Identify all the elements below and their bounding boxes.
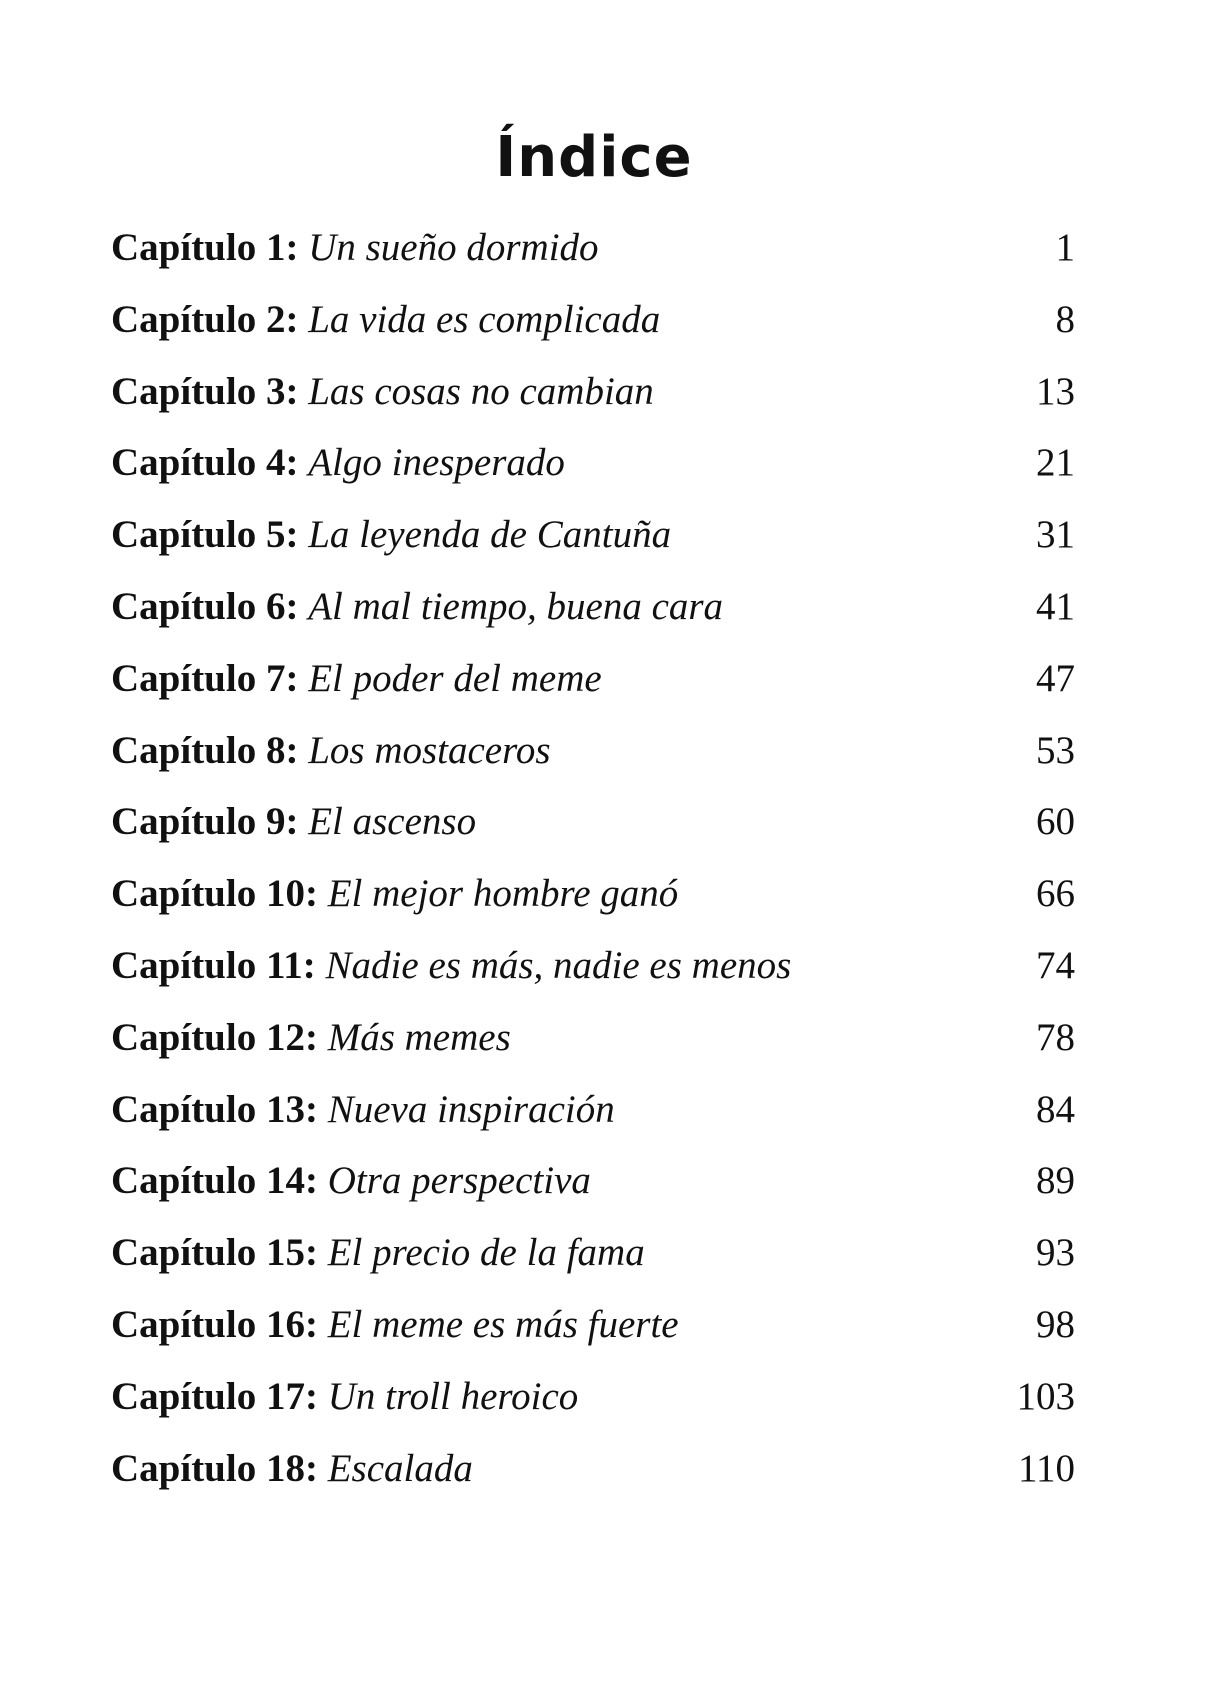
- page-title: Índice: [495, 125, 693, 190]
- toc-entry-text: [111, 1006, 511, 1070]
- chapter-title: Nadie es más, nadie es menos: [325, 943, 792, 987]
- toc-entry: [111, 1293, 1075, 1365]
- chapter-title: Al mal tiempo, buena cara: [308, 584, 724, 628]
- chapter-title: Escalada: [327, 1446, 473, 1490]
- toc-entry-text: [111, 431, 565, 495]
- page-number: 98: [1036, 1302, 1075, 1346]
- toc-entry-text: [111, 1078, 615, 1142]
- toc-entry-text: [111, 719, 551, 783]
- chapter-label: Capítulo 12:: [111, 1015, 318, 1059]
- chapter-title: Los mostaceros: [308, 728, 551, 772]
- page-number: 74: [1036, 943, 1075, 987]
- toc-entry-text: [111, 790, 476, 854]
- toc-entry-text: [111, 934, 791, 998]
- chapter-title: Un troll heroico: [327, 1374, 579, 1418]
- chapter-label: Capítulo 11:: [111, 943, 316, 987]
- toc-entry: [111, 719, 1075, 791]
- chapter-label: Capítulo 16:: [111, 1302, 318, 1346]
- chapter-label: Capítulo 14:: [111, 1159, 318, 1203]
- chapter-label: Capítulo 9:: [111, 800, 299, 844]
- toc-entry: [111, 1437, 1075, 1509]
- page-number: 47: [1036, 656, 1075, 700]
- toc-entry: [111, 862, 1075, 934]
- toc-entry: [111, 1006, 1075, 1078]
- toc-entry: [111, 1221, 1075, 1293]
- chapter-title: El poder del meme: [308, 656, 602, 700]
- toc-entry: [111, 431, 1075, 503]
- toc-entry-text: [111, 1293, 679, 1357]
- chapter-label: Capítulo 2:: [111, 297, 299, 341]
- chapter-label: Capítulo 17:: [111, 1374, 318, 1418]
- chapter-title: La vida es complicada: [308, 297, 661, 341]
- chapter-title: El mejor hombre ganó: [327, 872, 679, 916]
- toc-entry: [111, 1365, 1075, 1437]
- toc-entry: [111, 503, 1075, 575]
- toc-entry-text: [111, 1437, 473, 1501]
- chapter-label: Capítulo 15:: [111, 1231, 318, 1275]
- chapter-title: El ascenso: [308, 800, 477, 844]
- page-number: 89: [1036, 1159, 1075, 1203]
- chapter-label: Capítulo 1:: [111, 226, 299, 269]
- page-number: 66: [1036, 872, 1075, 916]
- toc-entry: [111, 647, 1075, 719]
- chapter-label: Capítulo 3:: [111, 369, 299, 413]
- toc-entry-text: [111, 647, 602, 711]
- chapter-label: Capítulo 5:: [111, 513, 299, 557]
- chapter-title: Más memes: [327, 1015, 511, 1059]
- page-number: 13: [1036, 369, 1075, 413]
- toc-entry: [111, 1149, 1075, 1221]
- chapter-label: Capítulo 6:: [111, 584, 299, 628]
- toc-entry: [111, 934, 1075, 1006]
- chapter-title: Las cosas no cambian: [308, 369, 654, 413]
- chapter-label: Capítulo 18:: [111, 1446, 318, 1490]
- chapter-title: Algo inesperado: [308, 441, 565, 485]
- page-number: 21: [1036, 441, 1075, 485]
- toc-entry-text: [111, 575, 723, 639]
- table-of-contents: [111, 216, 1075, 1508]
- chapter-title: La leyenda de Cantuña: [308, 513, 672, 557]
- page-number: 1: [1055, 226, 1075, 269]
- page-number: 78: [1036, 1015, 1075, 1059]
- page-number: 60: [1036, 800, 1075, 844]
- chapter-label: Capítulo 7:: [111, 656, 299, 700]
- chapter-title: El meme es más fuerte: [327, 1302, 679, 1346]
- toc-entry-text: [111, 1149, 591, 1213]
- chapter-label: Capítulo 4:: [111, 441, 299, 485]
- page-number: 53: [1036, 728, 1075, 772]
- page-number: 93: [1036, 1231, 1075, 1275]
- chapter-label: Capítulo 8:: [111, 728, 299, 772]
- chapter-label: Capítulo 10:: [111, 872, 318, 916]
- chapter-label: Capítulo 13:: [111, 1087, 318, 1131]
- toc-entry-text: [111, 216, 599, 280]
- chapter-title: Nueva inspiración: [327, 1087, 615, 1131]
- page-number: 41: [1036, 584, 1075, 628]
- toc-entry: [111, 575, 1075, 647]
- toc-entry: [111, 1078, 1075, 1150]
- toc-entry: [111, 288, 1075, 360]
- toc-entry-text: [111, 862, 678, 926]
- page-number: 110: [1017, 1446, 1075, 1490]
- page-number: 8: [1055, 297, 1075, 341]
- toc-entry-text: [111, 1365, 578, 1429]
- toc-entry-text: [111, 360, 654, 424]
- toc-entry-text: [111, 288, 660, 352]
- toc-entry: [111, 216, 1075, 288]
- page-number: 31: [1036, 513, 1075, 557]
- toc-entry-text: [111, 1221, 645, 1285]
- page-number: 103: [1016, 1374, 1075, 1418]
- chapter-title: El precio de la fama: [327, 1231, 645, 1275]
- page-number: 84: [1036, 1087, 1075, 1131]
- chapter-title: Un sueño dormido: [308, 226, 599, 269]
- toc-entry: [111, 360, 1075, 432]
- toc-entry: [111, 790, 1075, 862]
- chapter-title: Otra perspectiva: [327, 1159, 591, 1203]
- toc-entry-text: [111, 503, 671, 567]
